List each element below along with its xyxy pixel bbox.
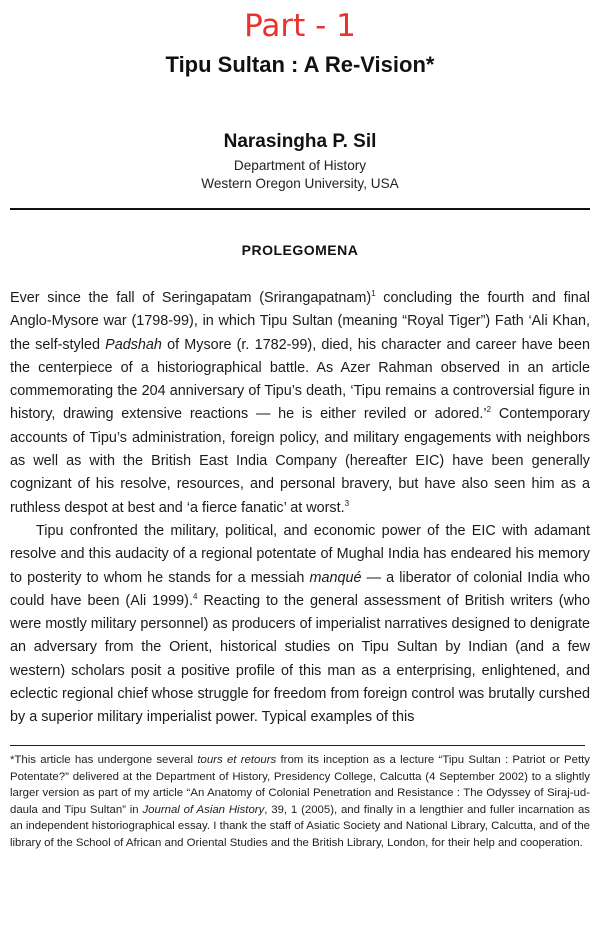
p2-italic-manque: manqué [309, 569, 362, 586]
p1-italic-padshah: Padshah [105, 336, 162, 353]
paragraph-1 [10, 287, 590, 520]
author-name: Narasingha P. Sil [223, 131, 377, 152]
p2-text-c: Reacting to the general assessment of British writers (who were mostly military personnel) as producers of imperialist narratives designed to denigrate an adversary from the Orient, historical studies on Tipu Sultan by Indian (and a few western) scholars posit a positive profile of this man as a enterprising, enlightened, and eclectic regional chief whose struggle for freedom from foreign control was brutally curshed by a superior military imperialist power. Typical examples of this [10, 592, 590, 726]
footnote-ref-3: 3 [344, 498, 350, 508]
author-department: Department of History [233, 158, 367, 173]
p1-text-c: of Mysore (r. 1782-99), died, his character and career have been the centerpiece of a historiographical battle. As Azer Rahman observed in an article commemorating the 204 anniversary of Tipu’s death, ‘Tipu remains a controversial figure in history, drawing extensive reactions — he is either reviled or adored.’ [10, 336, 590, 423]
p2-text-b: — a liberator of colonial India who could have been (Ali 1999). [10, 569, 590, 609]
article-title: Tipu Sultan : A Re-Vision* [165, 52, 435, 77]
p1-text-b: concluding the fourth and final Anglo-Mysore war (1798-99), in which Tipu Sultan (meaning “Royal Tiger”) Fath ‘Ali Khan, the self-styled [10, 290, 591, 353]
footnote-ref-4: 4 [192, 592, 198, 602]
p1-text-a: Ever since the fall of Seringapatam (Srirangapatnam) [10, 290, 372, 306]
section-heading: PROLEGOMENA [241, 242, 359, 258]
footnote-italic-journal: Journal of Asian History [142, 803, 265, 816]
footnote [10, 752, 590, 852]
footnote-divider [10, 745, 585, 746]
footnote-text-a: *This article has undergone several [10, 754, 198, 766]
footnote-ref-1: 1 [371, 289, 376, 299]
body-text [10, 287, 590, 730]
author-university: Western Oregon University, USA [201, 176, 399, 191]
footnote-text-b: from its inception as a lecture “Tipu Sultan : Patriot or Petty Potentate?” delivered at the Department of History, Presidency College, Calcutta (4 September 2002) to a slightly larger version as part of my article “An Anatomy of Colonial Penetration and Resistance : The Odyssey of Siraj-ud-daula and Tipu Sultan” in [10, 754, 590, 816]
p1-text-d: Contemporary accounts of Tipu’s administration, foreign policy, and military engagements with neighbors as well as with the British East India Company (hereafter EIC) have been generally cognizant of his resolve, resources, and personal bravery, but have also seen him as a ruthless despot at best and ‘a fierce fanatic’ at worst. [10, 406, 590, 516]
footnote-text-c: , 39, 1 (2005), and finally in a lengthier and fuller incarnation as an independent historiographical essay. I thank the staff of Asiatic Society and National Library, Calcutta, and of the library of the School of African and Oriental Studies and the British Library, London, for their help and cooperation. [10, 803, 590, 849]
footnote-italic-tours: tours et retours [197, 754, 277, 766]
header-divider [10, 208, 590, 210]
part-label: Part - 1 [244, 8, 356, 44]
footnote-ref-2: 2 [486, 405, 492, 415]
paragraph-2 [10, 520, 590, 730]
p2-text-a: Tipu confronted the military, political, and economic power of the EIC with adamant resolve and this audacity of a regional potentate of Mughal India has endeared his memory to posterity to whom he stands for a messiah [10, 522, 590, 586]
